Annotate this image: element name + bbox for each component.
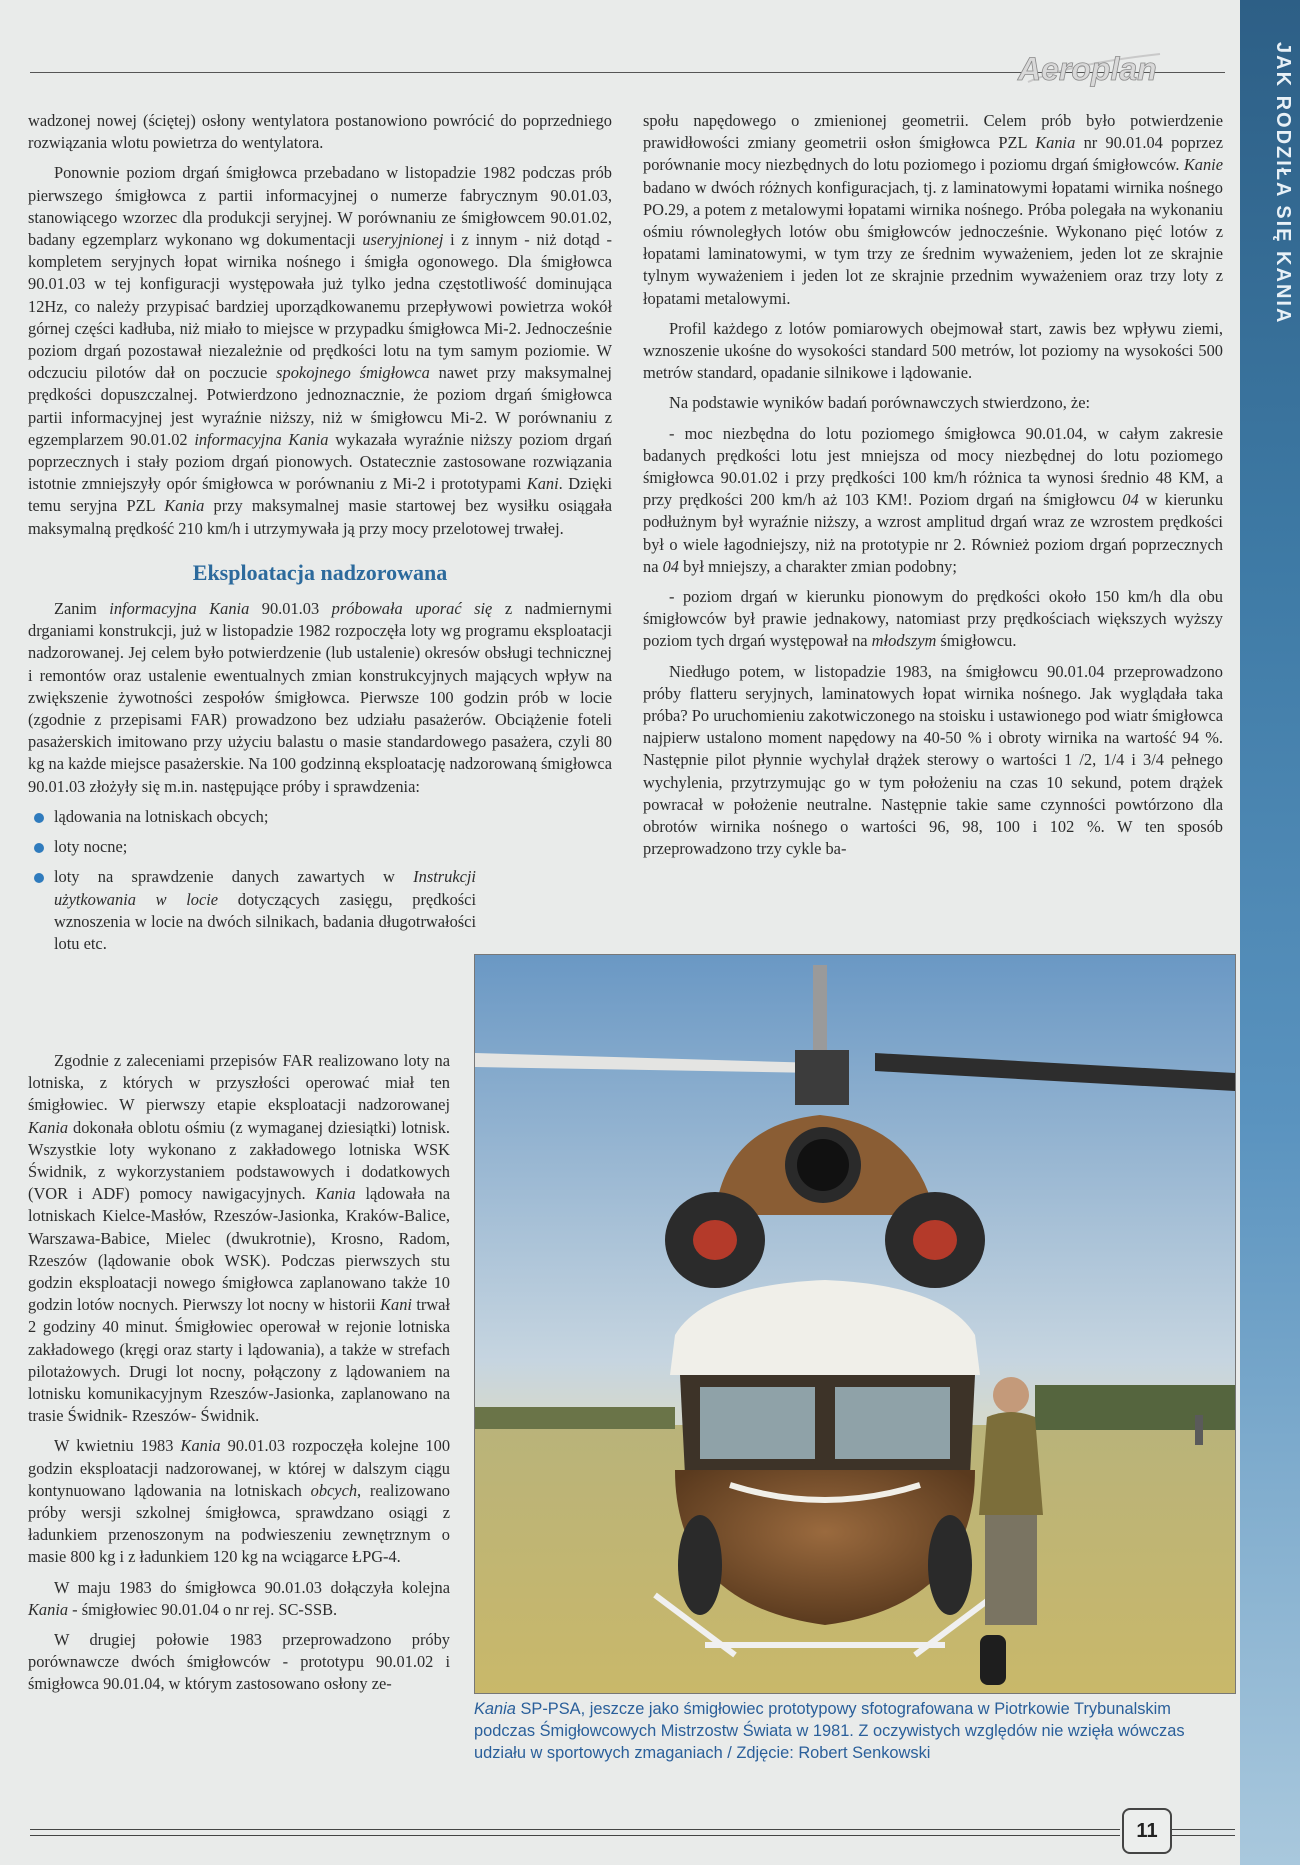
bullet-list	[28, 806, 612, 955]
bullet-icon	[34, 813, 44, 823]
column-right	[643, 110, 1223, 869]
photo-caption: Kania SP-PSA, jeszcze jako śmigłowiec prototypowy sfotografowana w Piotrkowie Trybunalskim podczas Śmigłowcowych Mistrzostw Świata w 1981. Z oczywistych względów nie wzięła wówczas udziału w sportowych zmaganiach / Zdjęcie: Robert Senkowski	[474, 1700, 1185, 1762]
list-item: loty nocne;	[28, 836, 612, 858]
paragraph: - poziom drgań w kierunku pionowym do prędkości około 150 km/h dla obu śmigłowców był prawie jednakowy, natomiast przy prędkościach większych wyższy poziom tych drgań występował na młodszym śmigłowcu.	[643, 587, 1223, 651]
bullet-icon	[34, 873, 44, 883]
page-number: 11	[1122, 1808, 1172, 1854]
paragraph: społu napędowego o zmienionej geometrii. Celem prób było potwierdzenie prawidłowości zmiany geometrii osłon śmigłowca PZL Kania nr 90.01.04 poprzez porównanie mocy niezbędnych do lotu poziomego i poziomu drgań śmigłowców. Kanie badano w dwóch różnych konfiguracjach, tj. z laminatowymi łopatami wirnika nośnego PO.29, a potem z metalowymi łopatami wirnika nośnego. Próba polegała na wykonaniu ośmiu równoległych lotów obu śmigłowców jednocześnie. Wykonano pięć lotów z łopatami laminatowymi, w tym trzy ze średnim wyważeniem, jeden lot ze skrajnie tylnym wyważeniem i jeden lot ze skrajnie przednim wyważeniem oraz trzy loty z łopatami metalowymi.	[643, 111, 1223, 308]
helicopter-photo	[474, 954, 1236, 1694]
column-left-lower	[28, 1050, 450, 1704]
paragraph: W kwietniu 1983 Kania 90.01.03 rozpoczęła kolejne 100 godzin eksploatacji nadzorowanej, w której w dalszym ciągu kontynuowano lądowania na lotniskach obcych, realizowano próby wersji szkolnej śmigłowca, sprawdzano osiągi z ładunkiem przenoszonym na podwieszeniu zewnętrznym o masie 800 kg i z ładunkiem 120 kg na wciągarce ŁPG-4.	[28, 1436, 451, 1567]
helicopter-illustration	[475, 955, 1235, 1693]
paragraph: Zanim informacyjna Kania 90.01.03 próbowała uporać się z nadmiernymi drganiami konstrukcji, już w listopadzie 1982 rozpoczęła loty wg programu eksploatacji nadzorowanej. Jej celem było potwierdzenie (lub ustalenie) okresów obsługi technicznej i remontów oraz ustalenie ewentualnych zmian konstrukcyjnych mających wpływ na zwiększenie żywotności zespołów śmigłowca. Pierwsze 100 godzin prób w locie (zgodnie z przepisami FAR) prowadzono bez udziału pasażerów. Obciążenie foteli pasażerskich imitowano przy użyciu balastu o masie standardowego pasażera, czyli 80 kg na każde miejsce pasażerskie. Na 100 godzinną eksploatację nadzorowaną śmigłowca 90.01.03 złożyły się m.in. następujące próby i sprawdzenia:	[28, 599, 613, 796]
list-item: lądowania na lotniskach obcych;	[28, 806, 612, 828]
section-heading: Eksploatacja nadzorowana	[192, 559, 448, 585]
bottom-rule	[1170, 1829, 1235, 1836]
paragraph: wadzonej nowej (ściętej) osłony wentylatora postanowiono powrócić do poprzedniego rozwiązania wlotu powietrza do wentylatora.	[28, 111, 612, 153]
paragraph: - moc niezbędna do lotu poziomego śmigłowca 90.01.04, w całym zakresie badanych prędkości lotu jest mniejsza od mocy niezbędnej do lotu poziomego śmigłowca 90.01.02 i przy prędkości 100 km/h różnica ta wynosi średnio 48 KM, a przy prędkości 200 km/h aż 103 KM!. Poziom drgań na śmigłowcu 04 w kierunku podłużnym był wyraźnie niższy, a wzrost amplitud drgań wraz ze wzrostem prędkości był o wiele łagodniejszy, niż na prototypie nr 2. Również poziom drgań poprzecznych na 04 był mniejszy, a charakter zmian podobny;	[643, 423, 1224, 576]
bullet-icon	[34, 843, 44, 853]
paragraph: W maju 1983 do śmigłowca 90.01.03 dołączyła kolejna Kania - śmigłowiec 90.01.04 o nr rej. SC-SSB.	[28, 1577, 450, 1619]
paragraph: W drugiej połowie 1983 przeprowadzono próby porównawcze dwóch śmigłowców - prototypu 90.01.02 i śmigłowca 90.01.04, w którym zastosowano osłony ze-	[28, 1630, 450, 1694]
paragraph: Na podstawie wyników badań porównawczych stwierdzono, że:	[669, 393, 1091, 413]
paragraph: Ponownie poziom drgań śmigłowca przebadano w listopadzie 1982 podczas prób pierwszego śmigłowca z partii informacyjnej o numerze fabrycznym 90.01.03, stanowiącego wzorzec dla produkcji seryjnej. W porównaniu ze śmigłowcem 90.01.02, badany egzemplarz wykonano wg dokumentacji useryjnionej i z innym - niż dotąd - kompletem seryjnych łopat wirnika nośnego i śmigła ogonowego. Dla śmigłowca 90.01.03 w tej konfiguracji występowała już tylko jedna częstotliwość dominująca 12Hz, co należy przypisać bardziej uporządkowanemu przepływowi powietrza wokół górnej części kadłuba, niż miało to miejsce w przypadku śmigłowca Mi-2. Jednocześnie poziom drgań pozostawał niezależnie od prędkości lotu na tym samym poziomie. W odczuciu pilotów dał on poczucie spokojnego śmigłowca nawet przy maksymalnej prędkości dopuszczalnej. Potwierdzono jednoznacznie, że poziom drgań śmigłowca partii informacyjnej jest wyraźnie niższy, niż w śmigłowcu Mi-2. W porównaniu z egzemplarzem 90.01.02 informacyjna Kania wykazała wyraźnie niższy poziom drgań poprzecznych i stały poziom drgań pionowych. Ostatecznie zastosowane rozwiązania istotnie zmniejszyły opór śmigłowca w porównaniu z Mi-2 i prototypami Kani. Dzięki temu seryjna PZL Kania przy maksymalnej masie startowej bez wysiłku osiągała maksymalną prędkość 210 km/h i utrzymywała ją przy mocy przelotowej trwałej.	[28, 163, 613, 538]
paragraph: Profil każdego z lotów pomiarowych obejmował start, zawis bez wpływu ziemi, wznoszenie ukośne do wysokości standard 500 metrów, lot poziomy na wysokości 500 metrów standard, opadanie silnikowe i lądowanie.	[643, 318, 1223, 383]
aeroplan-logo	[1010, 44, 1170, 92]
brand-text: Aeroplan	[1018, 51, 1157, 87]
paragraph: Zgodnie z zaleceniami przepisów FAR realizowano loty na lotniska, z których w przyszłości operować miał ten śmigłowiec. W pierwszy etapie eksploatacji nadzorowanej Kania dokonała oblotu ośmiu (z wymaganej dziesiątki) lotnisk. Wszystkie loty wykonano z zakładowego lotniska WSK Świdnik, z wykorzystaniem podstawowych i dodatkowych (VOR i ADF) pomocy nawigacyjnych. Kania lądowała na lotniskach Kielce-Masłów, Rzeszów-Jasionka, Kraków-Balice, Warszawa-Babice, Mielec (dwukrotnie), Krosno, Radom, Rzeszów (lądowanie obok WSK). Podczas pierwszych stu godzin eksploatacji nowego śmigłowca zaplanowano także 10 godzin lotów nocnych. Pierwszy lot nocny w historii Kani trwał 2 godziny 40 minut. Śmigłowiec operował w rejonie lotniska zakładowego (kręgi oraz starty i lądowania), a także w strefach pilotażowych. Drugi lot nocny, połączony z lądowaniem na lotnisku komunikacyjnym Rzeszów-Jasionka, zaplanowano na trasie Świdnik- Rzeszów- Świdnik.	[28, 1051, 450, 1426]
paragraph: Niedługo potem, w listopadzie 1983, na śmigłowcu 90.01.04 przeprowadzono próby flatteru seryjnych, laminatowych łopat wirnika nośnego. Jak wyglądała taka próba? Po uruchomieniu zakotwiczonego na stoisku i ustawionego pod wiatr śmigłowca najpierw ustalono moment napędowy na 40-50 % i obroty wirnika na wartość 94 %. Następnie pilot płynnie wychylał drążek sterowy o wartości 1 /2, 1/4 i 3/4 pełnego wychylenia, przytrzymując go w tym położeniu na czas 10 sekund, potem drążek powracał w położenie neutralne. Następnie takie same czynności powtórzono dla obrotów wirnika nośnego o wartości 96, 98, 100 i 102 %. W ten sposób przeprowadzono trzy cykle ba-	[643, 661, 1223, 859]
list-item: loty na sprawdzenie danych zawartych w Instrukcji użytkowania w locie dotyczących zasięgu, prędkości wznoszenia w locie na dwóch silnikach, badania długotrwałości lotu etc.	[28, 866, 476, 955]
bottom-rule	[30, 1829, 1120, 1836]
column-left	[28, 110, 612, 963]
section-title: JAK RODZIŁA SIĘ KANIA	[1272, 42, 1294, 325]
